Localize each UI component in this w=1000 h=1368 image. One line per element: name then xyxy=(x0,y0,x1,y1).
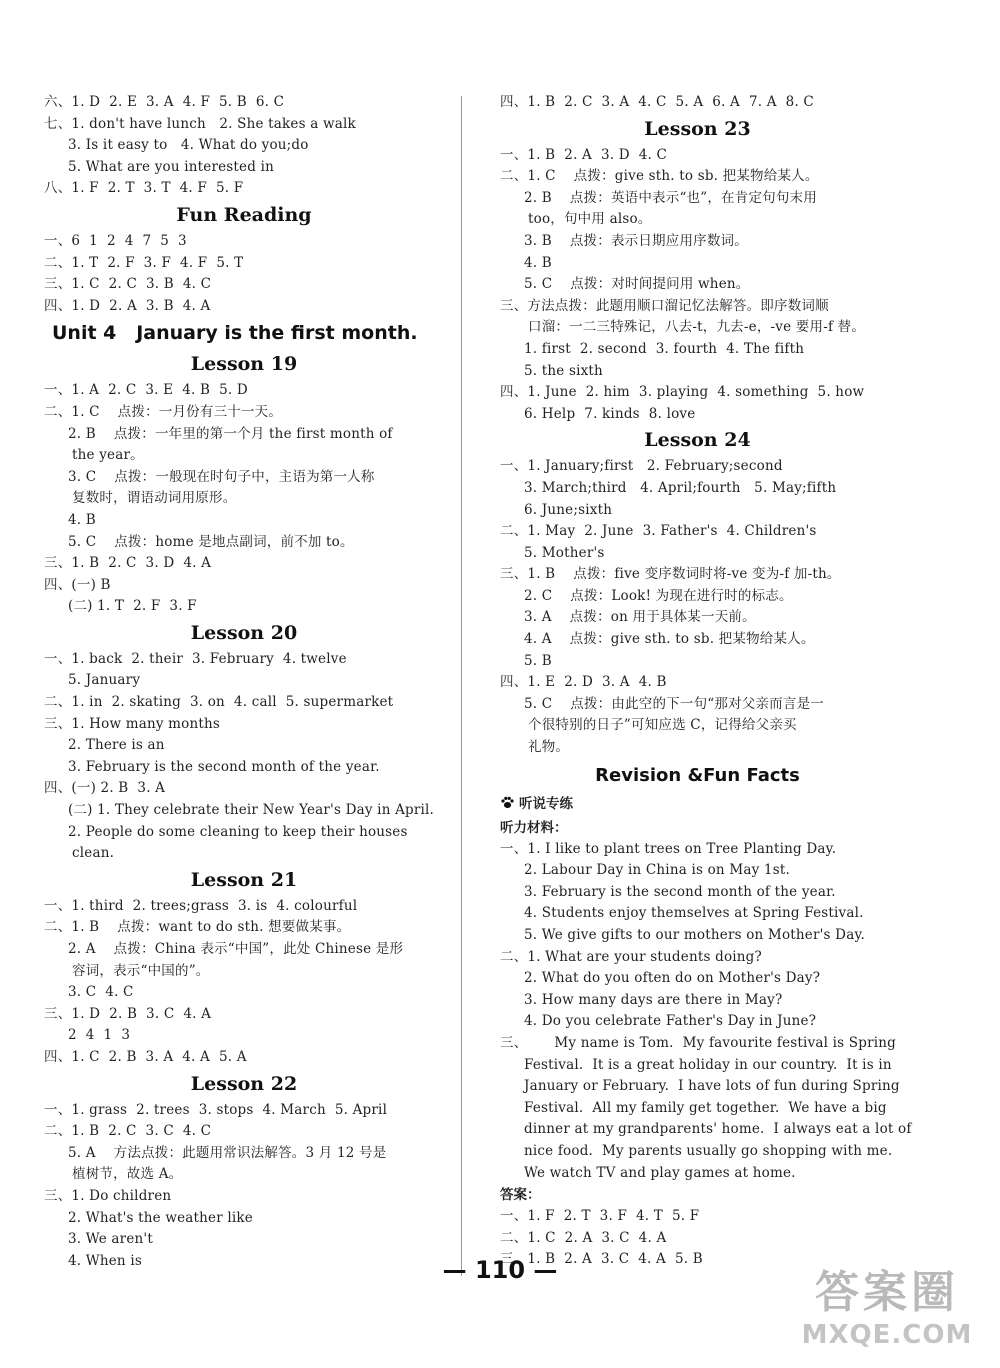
answer-line: 3. March;third 4. April;fourth 5. May;fifth xyxy=(524,479,837,496)
listening-practice-label xyxy=(500,793,895,817)
answer-line: 二、1. B 点拨：want to do sth. 想要做某事。 xyxy=(44,919,351,936)
answer-line: 2. B 点拨：一年里的第一个月 the first month of xyxy=(68,425,393,442)
answer-line: 6. June;sixth xyxy=(524,501,613,518)
answer-line: 2. A 点拨：China 表示“中国”，此处 Chinese 是形 xyxy=(68,941,404,957)
section-heading: Revision &Fun Facts xyxy=(595,764,800,786)
answer-line: 礼物。 xyxy=(528,739,570,756)
answer-line: clean. xyxy=(72,845,115,862)
answer-line: 一、1. I like to plant trees on Tree Planting Day. xyxy=(500,840,837,857)
answer-line: 二、1. C 点拨：give sth. to sb. 把某物给某人。 xyxy=(500,168,819,185)
answer-line: 三、1. B 点拨：five 变序数词时将-ve 变为-f 加-th。 xyxy=(500,566,841,583)
answer-line: 3. B 点拨：表示日期应用序数词。 xyxy=(524,232,748,249)
answer-line: 二、1. What are your students doing? xyxy=(500,948,762,965)
answer-line: Festival. It is a great holiday in our country. It is in xyxy=(524,1056,892,1073)
subsection-label: 答案： xyxy=(500,1187,541,1204)
watermark-logo xyxy=(792,1266,982,1352)
answer-line: 二、1. B 2. C 3. C 4. C xyxy=(44,1123,212,1140)
answer-line: We watch TV and play games at home. xyxy=(524,1164,796,1181)
answer-line: 2. People do some cleaning to keep their houses xyxy=(68,823,408,840)
answer-line: Festival. All my family get together. We have a big xyxy=(524,1099,887,1116)
right-column xyxy=(500,92,912,1271)
answer-line: nice food. My parents usually go shopping with me. xyxy=(524,1142,893,1159)
watermark-brand: 答案圈 xyxy=(815,1267,959,1318)
answer-line: 容词，表示“中国的”。 xyxy=(72,962,210,979)
paw-icon xyxy=(500,795,515,817)
answer-line: 三、1. How many months xyxy=(44,715,221,732)
column-divider xyxy=(461,96,462,1276)
answer-line: 2. What do you often do on Mother's Day? xyxy=(524,970,821,987)
answer-line: 一、1. back 2. their 3. February 4. twelve xyxy=(44,650,347,667)
answer-line: 二、1. C 2. A 3. C 4. A xyxy=(500,1229,667,1246)
answer-line: 四、1. D 2. A 3. B 4. A xyxy=(44,297,211,314)
answer-line: 4. Students enjoy themselves at Spring Festival. xyxy=(524,905,864,922)
answer-line: 3. A 点拨：on 用于具体某一天前。 xyxy=(524,609,756,626)
answer-line: 一、1. third 2. trees;grass 3. is 4. colourful xyxy=(44,897,358,914)
answer-line: 个很特别的日子”可知应选 C，记得给父亲买 xyxy=(528,717,797,734)
answer-line: January or February. I have lots of fun during Spring xyxy=(524,1078,900,1095)
answer-line: 5. A 方法点拨：此题用常识法解答。3 月 12 号是 xyxy=(68,1144,387,1161)
answer-line: 一、1. B 2. A 3. D 4. C xyxy=(500,146,668,163)
answer-line: 2. Labour Day in China is on May 1st. xyxy=(524,862,790,879)
answer-line: 一、1. F 2. T 3. F 4. T 5. F xyxy=(500,1208,700,1225)
answer-line: 二、1. T 2. F 3. F 4. F 5. T xyxy=(44,254,244,271)
answer-line: 6. Help 7. kinds 8. love xyxy=(524,405,696,422)
answer-line: 三、1. B 2. A 3. C 4. A 5. B xyxy=(500,1251,703,1268)
answer-line: (二) 1. They celebrate their New Year's Day in April. xyxy=(68,802,435,819)
answer-line: 5. We give gifts to our mothers on Mother's Day. xyxy=(524,927,865,943)
section-heading: Lesson 19 xyxy=(190,353,298,376)
answer-line: 3. February is the second month of the year. xyxy=(524,883,836,900)
answer-line: 三、 My name is Tom. My favourite festival is Spring xyxy=(500,1034,896,1051)
section-heading: Lesson 23 xyxy=(644,117,751,140)
section-heading: Lesson 22 xyxy=(190,1072,298,1095)
answer-line: 4. B xyxy=(524,254,552,271)
answer-line: 3. Is it easy to 4. What do you;do xyxy=(68,137,309,154)
answer-line: 2 4 1 3 xyxy=(68,1027,131,1044)
watermark-url: MXQE.COM xyxy=(801,1320,973,1350)
section-heading: Lesson 20 xyxy=(190,621,298,644)
answer-line: 2. B 点拨：英语中表示“也”，在肯定句句末用 xyxy=(524,189,817,206)
section-heading: Lesson 21 xyxy=(190,868,298,891)
answer-line: 5. C 点拨：对时间提问用 when。 xyxy=(524,276,750,293)
answer-line: dinner at my grandparents' home. I always eat a lot of xyxy=(524,1121,912,1138)
section-heading: Lesson 24 xyxy=(644,429,751,452)
answer-line: 植树节，故选 A。 xyxy=(72,1166,183,1183)
answer-line: 5. January xyxy=(68,672,141,689)
answer-line: 四、1. C 2. B 3. A 4. A 5. A xyxy=(44,1048,247,1065)
answer-line: 5. C 点拨：home 是地点副词，前不加 to。 xyxy=(68,533,354,550)
answer-line: 二、1. C 点拨：一月份有三十一天。 xyxy=(44,403,283,420)
listening-practice-text: 听说专练 xyxy=(519,795,573,812)
answer-line: 二、1. in 2. skating 3. on 4. call 5. supermarket xyxy=(44,694,394,711)
answer-line: 六、1. D 2. E 3. A 4. F 5. B 6. C xyxy=(44,94,285,110)
answer-line: 一、6 1 2 4 7 5 3 xyxy=(44,232,187,249)
answer-line: 四、1. June 2. him 3. playing 4. something 5. how xyxy=(500,384,865,401)
answer-line: 八、1. F 2. T 3. T 4. F 5. F xyxy=(44,180,244,197)
answer-line: 三、方法点拨：此题用顺口溜记忆法解答。即序数词顺 xyxy=(500,297,829,314)
answer-line: 4. A 点拨：give sth. to sb. 把某物给某人。 xyxy=(524,631,815,648)
answer-line: 5. C 点拨：由此空的下一句“那对父亲而言是一 xyxy=(524,695,824,712)
subsection-label: 听力材料： xyxy=(500,819,568,836)
answer-line: 4. When is xyxy=(68,1252,142,1269)
answer-line: 4. Do you celebrate Father's Day in June? xyxy=(524,1013,817,1030)
answer-line: 一、1. grass 2. trees 3. stops 4. March 5. April xyxy=(44,1101,388,1118)
answer-line: 三、1. B 2. C 3. D 4. A xyxy=(44,555,212,572)
answer-line: 口溜：一二三特殊记，八去-t，九去-e，-ve 要用-f 替。 xyxy=(528,319,866,336)
answer-line: 二、1. May 2. June 3. Father's 4. Children's xyxy=(500,523,817,540)
unit-title: Unit 4 January is the first month. xyxy=(52,322,418,345)
answer-line: 3. We aren't xyxy=(68,1231,153,1248)
answer-line: 四、(一) 2. B 3. A xyxy=(44,780,166,797)
answer-line: 2. C 点拨：Look! 为现在进行时的标志。 xyxy=(524,587,793,604)
answer-line: 3. C 4. C xyxy=(68,984,134,1001)
answer-line: 4. B xyxy=(68,511,96,528)
answer-line: 四、1. E 2. D 3. A 4. B xyxy=(500,674,667,691)
section-heading: Fun Reading xyxy=(176,203,312,226)
answer-line: 三、1. C 2. C 3. B 4. C xyxy=(44,276,212,293)
answer-line: 三、1. Do children xyxy=(44,1187,172,1204)
page-number: — 110 — xyxy=(442,1256,558,1284)
answer-line: too，句中用 also。 xyxy=(528,211,652,228)
answer-line: 5. Mother's xyxy=(524,544,605,561)
answer-line: 5. the sixth xyxy=(524,362,603,379)
answer-line: (二) 1. T 2. F 3. F xyxy=(68,598,197,615)
answer-line: 四、1. B 2. C 3. A 4. C 5. A 6. A 7. A 8. C xyxy=(500,94,814,110)
answer-line: 一、1. A 2. C 3. E 4. B 5. D xyxy=(44,382,248,399)
answer-line: 1. first 2. second 3. fourth 4. The fifth xyxy=(524,340,805,357)
answer-line: 2. There is an xyxy=(68,737,165,754)
answer-line: the year。 xyxy=(72,447,144,464)
answer-line: 5. What are you interested in xyxy=(68,158,274,175)
answer-line: 3. C 点拨：一般现在时句子中，主语为第一人称 xyxy=(68,468,375,485)
left-column xyxy=(44,92,444,1272)
answer-line: 一、1. January;first 2. February;second xyxy=(500,458,783,475)
answer-line: 2. What's the weather like xyxy=(68,1209,253,1226)
answer-line: 5. B xyxy=(524,652,552,669)
answer-line: 复数时，谓语动词用原形。 xyxy=(72,490,237,507)
answer-line: 3. How many days are there in May? xyxy=(524,991,783,1008)
answer-line: 四、(一) B xyxy=(44,576,111,593)
answer-line: 三、1. D 2. B 3. C 4. A xyxy=(44,1005,212,1022)
answer-line: 七、1. don't have lunch 2. She takes a walk xyxy=(44,115,356,132)
answer-line: 3. February is the second month of the year. xyxy=(68,758,380,775)
